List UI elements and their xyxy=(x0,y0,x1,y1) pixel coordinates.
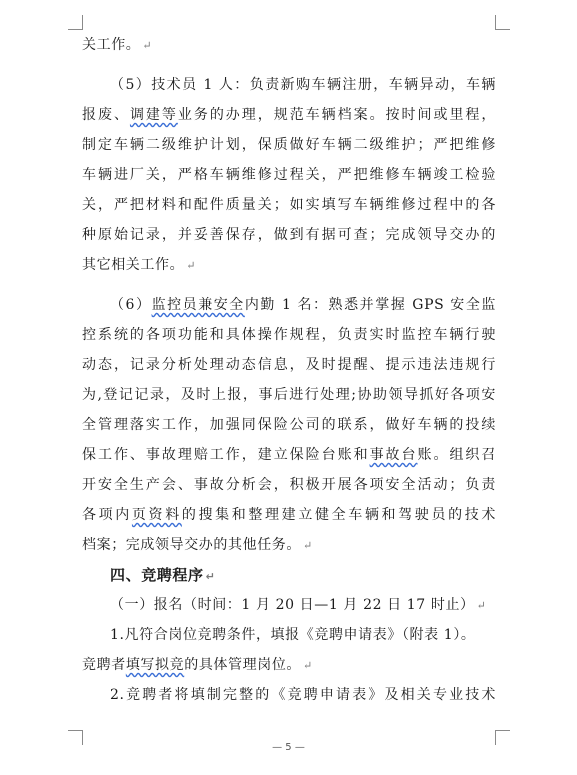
line-text: 控系统的各项功能和具体操作规程，负责实时监控车辆行驶 xyxy=(82,327,496,343)
spellcheck-underlined-text: 事故台 xyxy=(369,447,418,463)
paragraph-mark-icon: ↵ xyxy=(186,259,197,272)
paragraph-mark-icon: ↵ xyxy=(303,539,313,552)
line-text: 关，严把材料和配件质量关；如实填写车辆维修过程中的各 xyxy=(82,197,496,213)
line-text: 车辆进厂关，严格车辆维修过程关，严把维修车辆竣工检验 xyxy=(82,167,496,183)
text-line xyxy=(82,410,496,440)
crop-mark-top-left xyxy=(68,15,83,30)
section-heading xyxy=(82,560,496,590)
line-text-segment: 报废、 xyxy=(82,107,130,123)
text-line xyxy=(82,190,496,220)
line-text-segment: 的具体管理岗位。 xyxy=(184,657,302,673)
text-line xyxy=(82,320,496,350)
line-text: 2.竞聘者将填制完整的《竞聘申请表》及相关专业技术 xyxy=(110,687,496,703)
line-text: 1.凡符合岗位竞聘条件，填报《竞聘申请表》（附表 1）。 xyxy=(110,627,476,643)
line-text: 关工作。 xyxy=(82,37,141,53)
text-line xyxy=(82,130,496,160)
spellcheck-underlined-text: 页资料 xyxy=(131,507,182,523)
line-text: 种原始记录，并妥善保存，做到有据可查；完成领导交办的 xyxy=(82,227,496,243)
paragraph-spacer xyxy=(82,60,496,70)
line-text: 档案；完成领导交办的其他任务。 xyxy=(82,537,301,553)
line-text: 其它相关工作。 xyxy=(82,257,185,273)
spellcheck-underlined-text: 填写拟竞 xyxy=(125,657,185,673)
text-line xyxy=(82,30,496,60)
line-text-segment: 各项内 xyxy=(82,507,132,523)
crop-mark-top-right xyxy=(495,15,510,30)
text-line xyxy=(82,650,496,680)
spellcheck-underlined-text: 调建等 xyxy=(129,107,178,123)
text-line xyxy=(82,250,496,280)
text-line xyxy=(82,590,496,620)
document-body[interactable] xyxy=(82,30,496,710)
line-text-segment: 账。组织召 xyxy=(417,447,496,463)
line-text-segment: （6） xyxy=(110,297,152,313)
line-text: （一）报名（时间：1 月 20 日—1 月 22 日 17 时止） xyxy=(110,597,475,613)
page-number: — 5 — xyxy=(272,742,305,753)
text-line xyxy=(82,220,496,250)
text-line xyxy=(82,70,496,100)
spellcheck-underlined-text: 监控员兼安全 xyxy=(151,297,245,313)
line-text: 制定车辆二级维护计划，保质做好车辆二级维护；严把维修 xyxy=(82,137,496,153)
line-text: 开安全生产会、事故分析会，积极开展各项安全活动；负责 xyxy=(82,477,496,493)
line-text-segment: 保工作、事故理赔工作，建立保险台账和 xyxy=(82,447,370,463)
line-text-segment: 业务的办理，规范车辆档案。按时间或里程， xyxy=(177,107,496,123)
paragraph-spacer xyxy=(82,280,496,290)
text-line xyxy=(82,530,496,560)
line-text-segment: 的搜集和整理建立健全车辆和驾驶员的技术 xyxy=(181,507,496,523)
text-line xyxy=(82,680,496,710)
text-line xyxy=(82,160,496,190)
line-text: 全管理落实工作，加强同保险公司的联系，做好车辆的投续 xyxy=(82,417,496,433)
text-line xyxy=(82,500,496,530)
paragraph-mark-icon: ↵ xyxy=(476,599,487,612)
line-text-segment: 内勤 1 名：熟悉并掌握 GPS 安全监 xyxy=(244,297,496,313)
line-text: 为,登记记录，及时上报，事后进行处理;协助领导抓好各项安 xyxy=(82,387,496,403)
text-line xyxy=(82,380,496,410)
text-line xyxy=(82,620,496,650)
paragraph-mark-icon: ↵ xyxy=(205,570,216,583)
text-line xyxy=(82,100,496,130)
line-text-segment: 竞聘者 xyxy=(82,657,126,673)
paragraph-mark-icon: ↵ xyxy=(142,39,153,52)
paragraph-mark-icon: ↵ xyxy=(303,659,313,672)
heading-text: 四、竞聘程序 xyxy=(110,566,204,584)
text-line xyxy=(82,470,496,500)
line-text: 动态，记录分析处理动态信息，及时提醒、提示违法违规行 xyxy=(82,357,496,373)
text-line xyxy=(82,290,496,320)
text-line xyxy=(82,440,496,470)
line-text: （5）技术员 1 人：负责新购车辆注册，车辆异动，车辆 xyxy=(110,77,496,93)
text-line xyxy=(82,350,496,380)
